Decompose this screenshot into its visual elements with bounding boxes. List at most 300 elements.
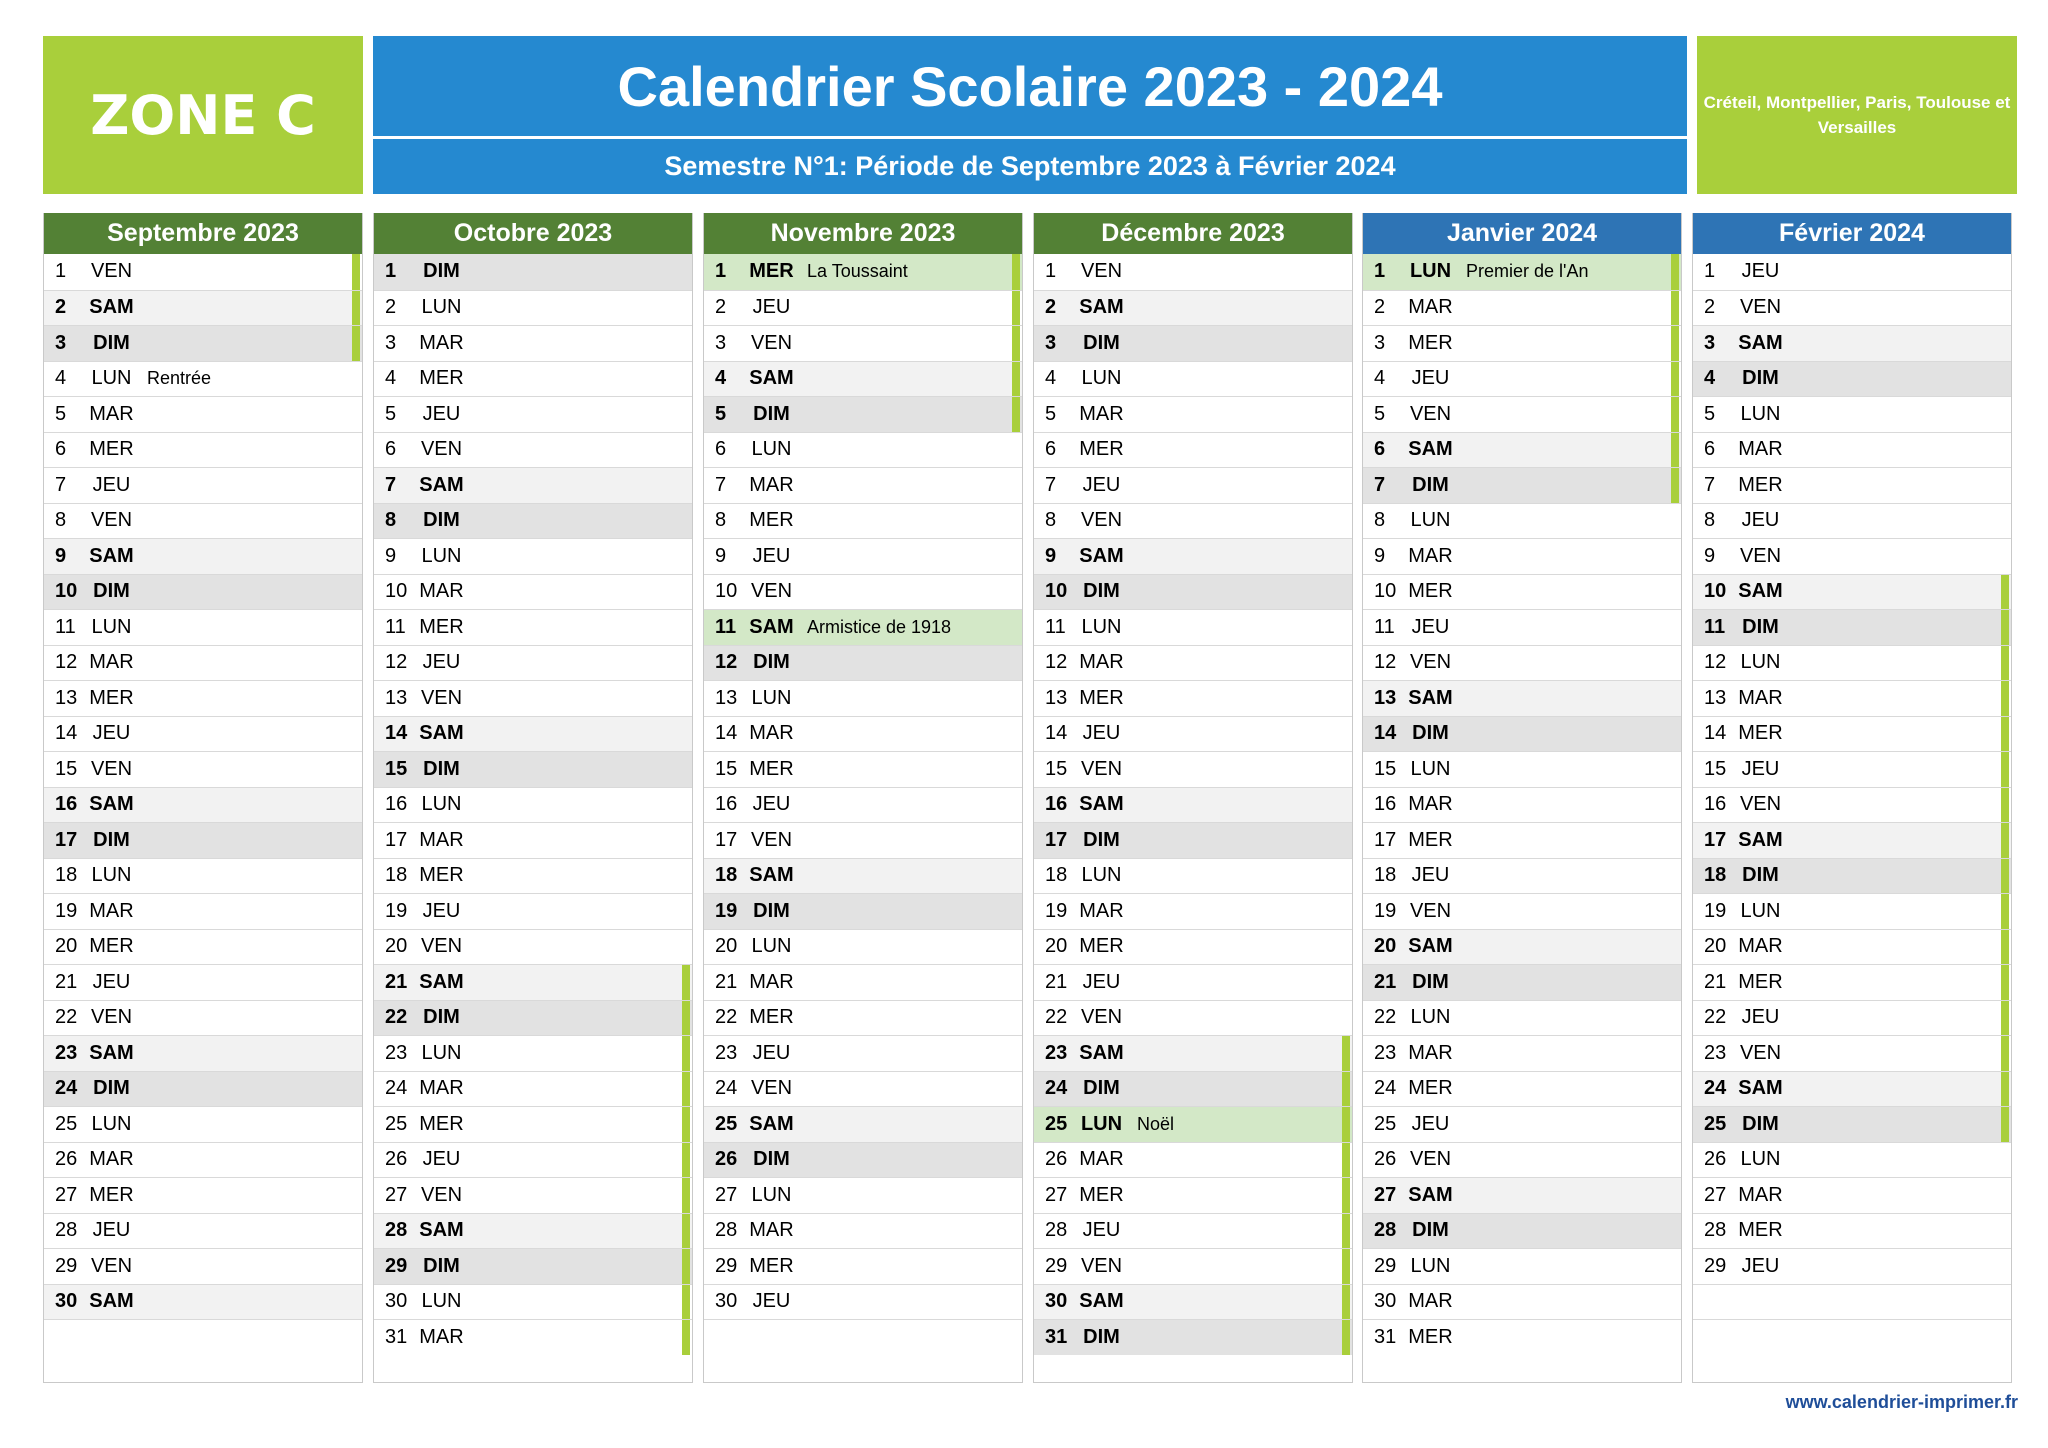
day-number: 13 [1374, 686, 1397, 709]
day-row [1363, 858, 1681, 894]
day-name: MAR [749, 970, 794, 993]
day-number: 22 [1045, 1006, 1068, 1029]
day-number: 5 [1374, 402, 1386, 425]
day-name: SAM [749, 1112, 794, 1135]
day-number: 27 [385, 1183, 408, 1206]
day-row [44, 574, 362, 610]
day-row [1693, 645, 2011, 681]
day-number: 7 [1704, 473, 1716, 496]
month-days [704, 254, 1022, 1355]
day-name: MER [1408, 1077, 1453, 1100]
day-row [1693, 467, 2011, 503]
day-name: DIM [753, 402, 790, 425]
day-number: 26 [715, 1148, 738, 1171]
day-name: MAR [1738, 935, 1783, 958]
day-name: JEU [752, 1041, 791, 1064]
day-name: MER [1079, 1183, 1124, 1206]
day-number: 17 [715, 828, 738, 851]
day-number: 19 [1704, 899, 1727, 922]
day-row [1693, 680, 2011, 716]
day-name: DIM [423, 1006, 460, 1029]
title-banner [373, 36, 1687, 194]
day-name: JEU [1411, 367, 1450, 390]
day-name: MER [749, 1254, 794, 1277]
day-name: MER [1738, 722, 1783, 745]
day-row [1034, 361, 1352, 397]
website-link[interactable]: www.calendrier-imprimer.fr [1785, 1392, 2018, 1412]
day-row [704, 822, 1022, 858]
day-number: 5 [1704, 402, 1716, 425]
day-number: 24 [1045, 1077, 1068, 1100]
month-column [1033, 213, 1353, 1383]
day-row [374, 645, 692, 681]
day-number: 31 [1045, 1325, 1068, 1348]
day-number: 20 [1374, 935, 1397, 958]
day-name: VEN [1739, 296, 1782, 319]
day-number: 6 [715, 438, 727, 461]
month-days [1693, 254, 2011, 1355]
day-row [1363, 325, 1681, 361]
day-name: DIM [753, 651, 790, 674]
day-number: 21 [1704, 970, 1727, 993]
day-row [1363, 1213, 1681, 1249]
day-name: MAR [1079, 899, 1124, 922]
day-number: 26 [1045, 1148, 1068, 1171]
day-number: 16 [385, 793, 408, 816]
day-row [44, 964, 362, 1000]
day-number: 1 [1045, 260, 1057, 283]
day-name: VEN [90, 509, 133, 532]
day-number: 14 [1045, 722, 1068, 745]
day-name: SAM [749, 367, 794, 390]
day-name: LUN [421, 544, 462, 567]
day-row [44, 503, 362, 539]
day-row [44, 1177, 362, 1213]
day-name: DIM [1083, 1325, 1120, 1348]
day-number: 18 [1374, 864, 1397, 887]
day-name: LUN [91, 367, 132, 390]
day-name: LUN [1410, 1254, 1451, 1277]
day-name: MER [89, 438, 134, 461]
day-row [1363, 716, 1681, 752]
day-number: 19 [385, 899, 408, 922]
day-name: LUN [1410, 509, 1451, 532]
day-name: MER [1079, 935, 1124, 958]
day-row [1693, 929, 2011, 965]
day-number: 25 [715, 1112, 738, 1135]
day-number: 12 [1374, 651, 1397, 674]
day-name: VEN [1080, 260, 1123, 283]
day-row [374, 467, 692, 503]
day-number: 24 [1704, 1077, 1727, 1100]
day-number: 9 [55, 544, 67, 567]
day-name: JEU [92, 1219, 131, 1242]
page-subtitle: Semestre N°1: Période de Septembre 2023 à Février 2024 [664, 151, 1396, 181]
day-name: LUN [421, 1041, 462, 1064]
day-row [704, 1106, 1022, 1142]
day-row [44, 1284, 362, 1320]
empty-row [44, 1319, 362, 1355]
day-number: 10 [1045, 580, 1068, 603]
day-number: 29 [1704, 1254, 1727, 1277]
day-number: 9 [385, 544, 397, 567]
day-row [374, 538, 692, 574]
month-header: Octobre 2023 [374, 213, 692, 254]
day-name: JEU [1082, 970, 1121, 993]
day-row [1693, 1071, 2011, 1107]
day-number: 21 [1374, 970, 1397, 993]
day-row [704, 432, 1022, 468]
day-name: SAM [1079, 544, 1124, 567]
day-name: JEU [1411, 615, 1450, 638]
day-name: VEN [1739, 544, 1782, 567]
day-number: 7 [715, 473, 727, 496]
day-row [704, 964, 1022, 1000]
day-name: SAM [1079, 793, 1124, 816]
day-number: 6 [385, 438, 397, 461]
day-name: MAR [1408, 296, 1453, 319]
day-name: SAM [419, 970, 464, 993]
month-days [374, 254, 692, 1355]
day-row [1693, 574, 2011, 610]
day-number: 23 [715, 1041, 738, 1064]
day-name: LUN [1740, 899, 1781, 922]
day-row [44, 1106, 362, 1142]
day-number: 22 [715, 1006, 738, 1029]
day-row [704, 361, 1022, 397]
day-number: 9 [1045, 544, 1057, 567]
day-number: 14 [1374, 722, 1397, 745]
day-row [1034, 1071, 1352, 1107]
day-name: LUN [421, 793, 462, 816]
day-number: 12 [55, 651, 78, 674]
day-number: 3 [1374, 331, 1386, 354]
day-name: MAR [1408, 544, 1453, 567]
day-note: Armistice de 1918 [807, 616, 952, 637]
day-name: DIM [1412, 1219, 1449, 1242]
day-name: VEN [90, 260, 133, 283]
day-name: VEN [1080, 509, 1123, 532]
day-name: JEU [1741, 1254, 1780, 1277]
day-name: MER [1738, 473, 1783, 496]
day-name: SAM [1408, 1183, 1453, 1206]
day-number: 15 [1045, 757, 1068, 780]
day-name: MAR [1079, 402, 1124, 425]
day-row [1363, 574, 1681, 610]
day-number: 15 [715, 757, 738, 780]
day-row [1363, 503, 1681, 539]
day-name: DIM [1742, 367, 1779, 390]
day-name: VEN [1739, 1041, 1782, 1064]
day-row [44, 1000, 362, 1036]
day-row [1034, 893, 1352, 929]
day-number: 22 [55, 1006, 78, 1029]
day-number: 10 [715, 580, 738, 603]
day-name: MER [749, 1006, 794, 1029]
day-name: VEN [90, 1254, 133, 1277]
day-row [44, 1213, 362, 1249]
day-number: 2 [715, 296, 727, 319]
day-name: MER [419, 864, 464, 887]
day-row [374, 751, 692, 787]
day-number: 11 [385, 615, 406, 638]
day-row [1034, 1035, 1352, 1071]
day-row [374, 574, 692, 610]
day-number: 4 [55, 367, 67, 390]
day-number: 4 [1704, 367, 1716, 390]
day-name: SAM [89, 544, 134, 567]
day-name: MER [1079, 438, 1124, 461]
day-row [1363, 1284, 1681, 1320]
day-number: 6 [55, 438, 67, 461]
day-row [374, 858, 692, 894]
day-number: 25 [385, 1112, 408, 1135]
day-name: JEU [92, 722, 131, 745]
day-number: 3 [385, 331, 397, 354]
day-row [704, 893, 1022, 929]
day-row [374, 822, 692, 858]
day-row [704, 290, 1022, 326]
day-number: 14 [55, 722, 78, 745]
day-name: LUN [1081, 864, 1122, 887]
day-name: MAR [419, 828, 464, 851]
month-column [1692, 213, 2012, 1383]
day-name: DIM [1412, 970, 1449, 993]
day-row [1034, 680, 1352, 716]
day-number: 3 [1045, 331, 1057, 354]
day-number: 9 [1704, 544, 1716, 567]
day-number: 2 [55, 296, 67, 319]
day-number: 20 [1045, 935, 1068, 958]
day-number: 19 [55, 899, 78, 922]
day-row [44, 716, 362, 752]
day-name: JEU [1082, 473, 1121, 496]
day-name: MAR [89, 899, 134, 922]
day-row [1363, 964, 1681, 1000]
day-number: 29 [715, 1254, 738, 1277]
day-number: 11 [55, 615, 76, 638]
month-column [1362, 213, 1682, 1383]
day-row [1034, 929, 1352, 965]
day-number: 11 [1704, 615, 1726, 638]
day-note: La Toussaint [807, 261, 908, 282]
day-row [704, 1035, 1022, 1071]
day-number: 17 [55, 828, 78, 851]
day-number: 15 [55, 757, 78, 780]
day-number: 8 [55, 509, 67, 532]
day-row [1693, 893, 2011, 929]
day-row [1693, 858, 2011, 894]
day-row [1693, 751, 2011, 787]
day-name: VEN [750, 331, 793, 354]
holiday-row [704, 254, 1022, 290]
month-days [1363, 254, 1681, 1355]
day-row [374, 254, 692, 290]
day-row [1693, 822, 2011, 858]
day-name: VEN [1080, 1006, 1123, 1029]
day-row [44, 822, 362, 858]
empty-row [704, 1319, 1022, 1355]
empty-row [1693, 1319, 2011, 1355]
day-row [1693, 1177, 2011, 1213]
day-row [1363, 290, 1681, 326]
day-name: VEN [420, 438, 463, 461]
day-row [374, 929, 692, 965]
day-row [374, 361, 692, 397]
day-row [1034, 503, 1352, 539]
day-number: 23 [1704, 1041, 1727, 1064]
day-row [1363, 893, 1681, 929]
day-number: 21 [55, 970, 78, 993]
day-name: SAM [1738, 331, 1783, 354]
day-number: 27 [1045, 1183, 1068, 1206]
day-number: 13 [1704, 686, 1727, 709]
day-number: 2 [1704, 296, 1716, 319]
day-row [44, 467, 362, 503]
day-number: 16 [1374, 793, 1397, 816]
month-header: Janvier 2024 [1363, 213, 1681, 254]
day-number: 20 [385, 935, 408, 958]
day-row [374, 1071, 692, 1107]
day-number: 13 [715, 686, 738, 709]
day-row [704, 467, 1022, 503]
day-number: 14 [1704, 722, 1727, 745]
day-row [1034, 716, 1352, 752]
day-name: SAM [1738, 828, 1783, 851]
day-number: 16 [715, 793, 738, 816]
day-number: 27 [715, 1183, 738, 1206]
day-name: MAR [419, 1077, 464, 1100]
day-name: DIM [1083, 1077, 1120, 1100]
day-name: SAM [89, 1290, 134, 1313]
day-name: MER [749, 757, 794, 780]
day-name: SAM [419, 473, 464, 496]
day-row [704, 787, 1022, 823]
day-row [1034, 1319, 1352, 1355]
day-name: MAR [749, 473, 794, 496]
month-column [43, 213, 363, 1383]
day-row [44, 751, 362, 787]
day-row [44, 290, 362, 326]
day-number: 1 [55, 260, 67, 283]
day-name: JEU [752, 544, 791, 567]
day-number: 28 [55, 1219, 78, 1242]
day-number: 7 [55, 473, 67, 496]
day-number: 6 [1374, 438, 1386, 461]
day-number: 19 [1045, 899, 1068, 922]
day-name: DIM [93, 1077, 130, 1100]
day-name: VEN [90, 757, 133, 780]
day-name: VEN [1409, 651, 1452, 674]
day-row [1363, 1071, 1681, 1107]
day-row [374, 1213, 692, 1249]
day-number: 29 [1045, 1254, 1068, 1277]
day-row [374, 893, 692, 929]
month-header: Septembre 2023 [44, 213, 362, 254]
day-row [1363, 1142, 1681, 1178]
day-row [1034, 858, 1352, 894]
day-number: 30 [385, 1290, 408, 1313]
day-row [374, 1000, 692, 1036]
day-note: Premier de l'An [1466, 261, 1589, 282]
day-name: MER [749, 260, 794, 283]
day-name: VEN [1739, 793, 1782, 816]
day-number: 11 [1374, 615, 1395, 638]
day-number: 11 [1045, 615, 1066, 638]
day-number: 5 [1045, 402, 1057, 425]
month-column [373, 213, 693, 1383]
day-row [44, 325, 362, 361]
day-row [1693, 432, 2011, 468]
day-name: MER [1738, 1219, 1783, 1242]
day-number: 29 [385, 1254, 408, 1277]
day-row [1034, 467, 1352, 503]
month-days [44, 254, 362, 1355]
day-row [374, 1142, 692, 1178]
day-row [1693, 1035, 2011, 1071]
holiday-row [704, 609, 1022, 645]
day-row [1693, 254, 2011, 290]
day-row [44, 1248, 362, 1284]
day-name: JEU [1411, 864, 1450, 887]
day-row [704, 574, 1022, 610]
day-number: 17 [1374, 828, 1397, 851]
day-number: 13 [385, 686, 408, 709]
day-number: 17 [1704, 828, 1727, 851]
day-name: LUN [91, 864, 132, 887]
day-row [374, 503, 692, 539]
day-number: 6 [1704, 438, 1716, 461]
day-row [1034, 645, 1352, 681]
day-row [1693, 1248, 2011, 1284]
day-row [44, 787, 362, 823]
day-row [1363, 645, 1681, 681]
day-name: DIM [93, 580, 130, 603]
day-row [374, 787, 692, 823]
day-name: MAR [1738, 438, 1783, 461]
day-row [1363, 1035, 1681, 1071]
day-row [374, 716, 692, 752]
day-row [374, 1106, 692, 1142]
day-row [1363, 432, 1681, 468]
day-name: MAR [419, 580, 464, 603]
day-number: 28 [1045, 1219, 1068, 1242]
day-number: 25 [1045, 1112, 1068, 1135]
day-name: SAM [1079, 1290, 1124, 1313]
day-name: MER [419, 367, 464, 390]
day-number: 27 [1374, 1183, 1397, 1206]
day-name: DIM [1742, 864, 1779, 887]
day-name: DIM [753, 1148, 790, 1171]
day-number: 29 [55, 1254, 78, 1277]
day-number: 28 [715, 1219, 738, 1242]
day-name: LUN [1081, 367, 1122, 390]
day-row [1363, 680, 1681, 716]
day-name: MAR [1408, 793, 1453, 816]
day-row [1693, 1213, 2011, 1249]
day-row [704, 396, 1022, 432]
day-number: 3 [715, 331, 727, 354]
day-row [1034, 964, 1352, 1000]
day-name: MER [1408, 331, 1453, 354]
day-name: JEU [752, 793, 791, 816]
zone-label: ZONE C [43, 36, 363, 194]
day-row [1363, 538, 1681, 574]
day-row [1693, 503, 2011, 539]
day-row [1693, 964, 2011, 1000]
day-number: 18 [55, 864, 78, 887]
day-row [1363, 822, 1681, 858]
